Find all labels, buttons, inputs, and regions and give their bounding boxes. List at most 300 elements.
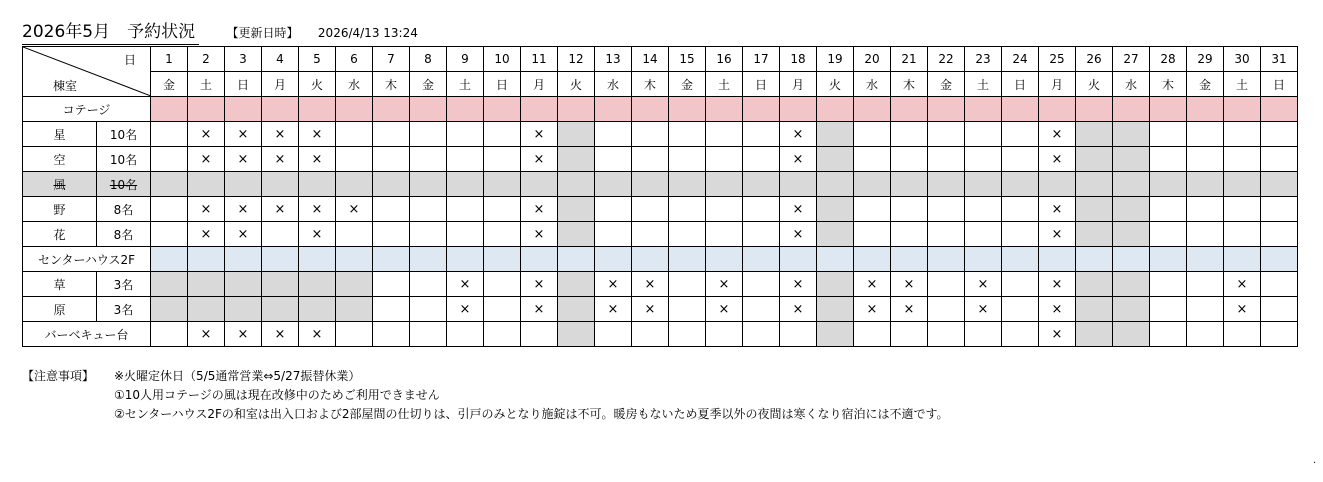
closed-cell xyxy=(410,172,447,197)
day-cell xyxy=(373,297,410,322)
weekday-9: 土 xyxy=(447,72,484,97)
day-cell xyxy=(928,122,965,147)
day-cell xyxy=(1224,147,1261,172)
booked-mark: × xyxy=(792,126,804,142)
day-cell xyxy=(854,322,891,347)
day-cell xyxy=(336,322,373,347)
day-cell xyxy=(1150,322,1187,347)
booked-mark: × xyxy=(274,126,286,142)
section-cell xyxy=(854,97,891,122)
room-capacity xyxy=(97,122,151,147)
weekday-22: 金 xyxy=(928,72,965,97)
day-cell xyxy=(928,322,965,347)
closed-cell xyxy=(299,297,336,322)
room-name xyxy=(23,297,97,322)
closed-cell xyxy=(262,272,299,297)
day-cell xyxy=(891,122,928,147)
day-number-2: 2 xyxy=(188,47,225,72)
day-cell xyxy=(780,322,817,347)
day-cell xyxy=(965,272,1002,297)
booked-mark: × xyxy=(459,301,471,317)
section-cell xyxy=(632,247,669,272)
closed-cell xyxy=(225,297,262,322)
section-label: コテージ xyxy=(23,97,151,122)
day-cell xyxy=(1039,222,1076,247)
day-cell xyxy=(373,122,410,147)
booked-mark: × xyxy=(718,276,730,292)
weekday-21: 木 xyxy=(891,72,928,97)
day-cell xyxy=(373,272,410,297)
closed-cell xyxy=(1113,322,1150,347)
weekday-18: 月 xyxy=(780,72,817,97)
room-name xyxy=(23,197,97,222)
section-cell xyxy=(373,247,410,272)
day-cell xyxy=(1261,197,1298,222)
section-cell xyxy=(743,247,780,272)
booked-mark: × xyxy=(866,276,878,292)
room-capacity xyxy=(97,197,151,222)
day-cell xyxy=(1002,322,1039,347)
closed-cell xyxy=(188,297,225,322)
closed-cell xyxy=(928,172,965,197)
closed-cell xyxy=(558,122,595,147)
closed-cell xyxy=(262,297,299,322)
day-cell xyxy=(1224,272,1261,297)
weekday-16: 土 xyxy=(706,72,743,97)
closed-cell xyxy=(558,147,595,172)
day-cell xyxy=(706,297,743,322)
day-cell xyxy=(743,222,780,247)
day-cell xyxy=(1187,322,1224,347)
section-label: センターハウス2F xyxy=(23,247,151,272)
section-cell xyxy=(336,97,373,122)
day-cell xyxy=(484,297,521,322)
booked-mark: × xyxy=(1051,126,1063,142)
day-number-14: 14 xyxy=(632,47,669,72)
day-number-22: 22 xyxy=(928,47,965,72)
day-cell xyxy=(928,197,965,222)
day-cell xyxy=(1224,222,1261,247)
room-row xyxy=(23,297,1298,322)
day-cell xyxy=(1187,147,1224,172)
weekday-7: 木 xyxy=(373,72,410,97)
day-cell xyxy=(410,222,447,247)
section-cell xyxy=(1076,247,1113,272)
day-number-5: 5 xyxy=(299,47,336,72)
day-cell xyxy=(928,272,965,297)
day-cell xyxy=(780,147,817,172)
weekday-5: 火 xyxy=(299,72,336,97)
day-cell xyxy=(1002,297,1039,322)
note-line-2: ①10人用コテージの風は現在改修中のためご利用できません xyxy=(114,388,440,402)
day-cell xyxy=(595,222,632,247)
booked-mark: × xyxy=(200,226,212,242)
closed-cell xyxy=(1113,122,1150,147)
section-cell xyxy=(188,247,225,272)
day-cell xyxy=(225,322,262,347)
day-number-7: 7 xyxy=(373,47,410,72)
day-cell xyxy=(1187,272,1224,297)
day-cell xyxy=(780,222,817,247)
section-cell xyxy=(1224,97,1261,122)
closed-cell xyxy=(558,222,595,247)
section-cell xyxy=(373,97,410,122)
room-capacity xyxy=(97,222,151,247)
room-name xyxy=(23,222,97,247)
day-cell xyxy=(521,222,558,247)
closed-cell xyxy=(817,172,854,197)
day-cell xyxy=(262,222,299,247)
day-cell xyxy=(1224,322,1261,347)
day-cell xyxy=(595,122,632,147)
section-cell xyxy=(225,97,262,122)
day-cell xyxy=(225,197,262,222)
section-cell xyxy=(743,97,780,122)
day-cell xyxy=(891,222,928,247)
room-capacity xyxy=(97,297,151,322)
closed-cell xyxy=(1261,172,1298,197)
weekday-1: 金 xyxy=(151,72,188,97)
day-number-30: 30 xyxy=(1224,47,1261,72)
section-cell xyxy=(965,97,1002,122)
day-cell xyxy=(299,322,336,347)
day-cell xyxy=(262,322,299,347)
day-cell xyxy=(1187,197,1224,222)
weekday-25: 月 xyxy=(1039,72,1076,97)
room-row xyxy=(23,147,1298,172)
section-cell xyxy=(706,97,743,122)
day-cell xyxy=(743,322,780,347)
day-cell xyxy=(1187,122,1224,147)
closed-cell xyxy=(151,172,188,197)
room-capacity-text: 3名 xyxy=(113,302,134,317)
closed-cell xyxy=(225,272,262,297)
day-cell xyxy=(410,272,447,297)
booked-mark: × xyxy=(237,201,249,217)
closed-cell xyxy=(299,172,336,197)
day-cell xyxy=(965,197,1002,222)
day-cell xyxy=(854,222,891,247)
day-cell xyxy=(928,297,965,322)
booked-mark: × xyxy=(311,126,323,142)
section-cell xyxy=(891,247,928,272)
room-name-text: 風 xyxy=(53,177,66,192)
day-cell xyxy=(669,297,706,322)
section-cell xyxy=(1113,97,1150,122)
day-cell xyxy=(854,272,891,297)
section-cell xyxy=(262,247,299,272)
day-cell xyxy=(706,322,743,347)
section-cell xyxy=(336,247,373,272)
closed-cell xyxy=(1076,222,1113,247)
day-cell xyxy=(225,222,262,247)
closed-cell xyxy=(1113,272,1150,297)
room-name-text: 空 xyxy=(53,152,66,167)
closed-cell xyxy=(373,172,410,197)
section-cell xyxy=(595,97,632,122)
weekday-4: 月 xyxy=(262,72,299,97)
day-cell xyxy=(632,122,669,147)
booked-mark: × xyxy=(1051,301,1063,317)
room-row xyxy=(23,222,1298,247)
weekday-31: 日 xyxy=(1261,72,1298,97)
weekday-19: 火 xyxy=(817,72,854,97)
booked-mark: × xyxy=(977,301,989,317)
day-cell xyxy=(780,272,817,297)
day-cell xyxy=(1039,122,1076,147)
room-row xyxy=(23,272,1298,297)
day-number-25: 25 xyxy=(1039,47,1076,72)
booked-mark: × xyxy=(237,126,249,142)
day-cell xyxy=(373,222,410,247)
day-cell xyxy=(151,147,188,172)
day-cell xyxy=(447,322,484,347)
booked-mark: × xyxy=(274,326,286,342)
closed-cell xyxy=(1076,172,1113,197)
day-cell xyxy=(706,147,743,172)
day-cell xyxy=(1224,297,1261,322)
section-cell xyxy=(262,97,299,122)
day-cell xyxy=(1261,272,1298,297)
weekday-24: 日 xyxy=(1002,72,1039,97)
booked-mark: × xyxy=(274,201,286,217)
day-cell xyxy=(965,122,1002,147)
room-name-text: 野 xyxy=(53,202,66,217)
booked-mark: × xyxy=(903,301,915,317)
day-cell xyxy=(1224,122,1261,147)
booked-mark: × xyxy=(200,201,212,217)
closed-cell xyxy=(706,172,743,197)
day-cell xyxy=(1261,122,1298,147)
booked-mark: × xyxy=(1236,276,1248,292)
weekday-29: 金 xyxy=(1187,72,1224,97)
day-cell xyxy=(928,222,965,247)
day-cell xyxy=(891,197,928,222)
section-cell xyxy=(484,247,521,272)
booked-mark: × xyxy=(459,276,471,292)
section-cell xyxy=(1150,97,1187,122)
day-cell xyxy=(410,297,447,322)
bbq-row xyxy=(23,322,1298,347)
section-cell xyxy=(669,247,706,272)
day-cell xyxy=(336,122,373,147)
closed-cell xyxy=(743,172,780,197)
day-cell xyxy=(1150,147,1187,172)
day-cell xyxy=(891,272,928,297)
closed-cell xyxy=(965,172,1002,197)
day-cell xyxy=(262,197,299,222)
section-cell xyxy=(817,247,854,272)
day-cell xyxy=(965,147,1002,172)
day-cell xyxy=(299,222,336,247)
day-cell xyxy=(780,297,817,322)
booked-mark: × xyxy=(200,326,212,342)
section-cell xyxy=(521,247,558,272)
booked-mark: × xyxy=(533,276,545,292)
booked-mark: × xyxy=(533,151,545,167)
room-row xyxy=(23,122,1298,147)
weekday-14: 木 xyxy=(632,72,669,97)
section-cell xyxy=(410,247,447,272)
day-number-21: 21 xyxy=(891,47,928,72)
closed-cell xyxy=(780,172,817,197)
note-line-3: ②センターハウス2Fの和室は出入口および2部屋間の仕切りは、引戸のみとなり施錠は不可。暖房もないため夏季以外の夜間は寒くなり宿泊には不適です。 xyxy=(114,407,949,421)
room-capacity-text: 10名 xyxy=(109,127,138,142)
closed-cell xyxy=(1224,172,1261,197)
corner-cell xyxy=(23,47,151,97)
room-capacity xyxy=(97,272,151,297)
day-cell xyxy=(447,197,484,222)
booked-mark: × xyxy=(644,301,656,317)
section-cell xyxy=(299,97,336,122)
day-cell xyxy=(706,197,743,222)
day-cell xyxy=(595,147,632,172)
day-cell xyxy=(410,197,447,222)
room-capacity-text: 3名 xyxy=(113,277,134,292)
section-cell xyxy=(1187,247,1224,272)
room-capacity-text: 8名 xyxy=(113,202,134,217)
section-cell xyxy=(1150,247,1187,272)
booked-mark: × xyxy=(607,276,619,292)
section-cell xyxy=(558,247,595,272)
booked-mark: × xyxy=(792,226,804,242)
weekday-17: 日 xyxy=(743,72,780,97)
day-cell xyxy=(521,147,558,172)
updated-timestamp: 2026/4/13 13:24 xyxy=(317,26,418,40)
day-cell xyxy=(484,322,521,347)
section-cell xyxy=(225,247,262,272)
day-cell xyxy=(1150,122,1187,147)
room-name-text: 星 xyxy=(53,127,66,142)
day-cell xyxy=(1150,272,1187,297)
day-cell xyxy=(669,147,706,172)
corner-room-label: 棟室 xyxy=(53,79,78,93)
day-cell xyxy=(484,197,521,222)
closed-cell xyxy=(151,272,188,297)
section-row xyxy=(23,247,1298,272)
day-number-11: 11 xyxy=(521,47,558,72)
closed-cell xyxy=(558,322,595,347)
day-cell xyxy=(1261,322,1298,347)
day-cell xyxy=(336,222,373,247)
closed-cell xyxy=(817,272,854,297)
stray-dot: . xyxy=(1313,455,1317,466)
day-cell xyxy=(188,197,225,222)
day-cell xyxy=(336,197,373,222)
day-cell xyxy=(1039,272,1076,297)
section-cell xyxy=(928,247,965,272)
day-cell xyxy=(262,122,299,147)
day-cell xyxy=(299,197,336,222)
section-cell xyxy=(669,97,706,122)
booked-mark: × xyxy=(644,276,656,292)
closed-cell xyxy=(1076,147,1113,172)
closed-cell xyxy=(632,172,669,197)
day-cell xyxy=(521,297,558,322)
section-cell xyxy=(1076,97,1113,122)
closed-cell xyxy=(1039,172,1076,197)
closed-cell xyxy=(817,197,854,222)
closed-cell xyxy=(1076,122,1113,147)
closed-cell xyxy=(447,172,484,197)
day-cell xyxy=(743,197,780,222)
closed-cell xyxy=(558,172,595,197)
day-cell xyxy=(1187,297,1224,322)
day-number-12: 12 xyxy=(558,47,595,72)
booked-mark: × xyxy=(903,276,915,292)
booked-mark: × xyxy=(200,126,212,142)
room-row xyxy=(23,172,1298,197)
weekday-23: 土 xyxy=(965,72,1002,97)
closed-cell xyxy=(262,172,299,197)
day-cell xyxy=(854,147,891,172)
day-cell xyxy=(595,197,632,222)
booked-mark: × xyxy=(718,301,730,317)
weekday-13: 水 xyxy=(595,72,632,97)
page-header xyxy=(22,20,418,45)
closed-cell xyxy=(558,297,595,322)
day-number-27: 27 xyxy=(1113,47,1150,72)
page-title: 2026年5月 予約状況 xyxy=(22,20,199,45)
booked-mark: × xyxy=(1051,151,1063,167)
day-number-15: 15 xyxy=(669,47,706,72)
closed-cell xyxy=(336,297,373,322)
day-cell xyxy=(1261,222,1298,247)
room-name xyxy=(23,272,97,297)
day-cell xyxy=(595,272,632,297)
day-cell xyxy=(521,122,558,147)
day-cell xyxy=(632,297,669,322)
day-cell xyxy=(336,147,373,172)
room-name-text: 草 xyxy=(53,277,66,292)
day-number-28: 28 xyxy=(1150,47,1187,72)
day-number-3: 3 xyxy=(225,47,262,72)
closed-cell xyxy=(188,172,225,197)
day-number-4: 4 xyxy=(262,47,299,72)
day-cell xyxy=(706,222,743,247)
weekday-10: 日 xyxy=(484,72,521,97)
day-number-20: 20 xyxy=(854,47,891,72)
day-cell xyxy=(410,122,447,147)
section-cell xyxy=(1187,97,1224,122)
closed-cell xyxy=(1113,222,1150,247)
day-cell xyxy=(743,297,780,322)
booked-mark: × xyxy=(311,201,323,217)
weekday-15: 金 xyxy=(669,72,706,97)
note-line-1: ※火曜定休日（5/5通常営業⇔5/27振替休業） xyxy=(114,369,361,383)
day-cell xyxy=(1150,297,1187,322)
day-number-1: 1 xyxy=(151,47,188,72)
closed-cell xyxy=(521,172,558,197)
day-cell xyxy=(854,197,891,222)
room-name xyxy=(23,172,97,197)
section-cell xyxy=(891,97,928,122)
booked-mark: × xyxy=(311,151,323,167)
day-number-10: 10 xyxy=(484,47,521,72)
day-number-29: 29 xyxy=(1187,47,1224,72)
closed-cell xyxy=(595,172,632,197)
closed-cell xyxy=(1076,322,1113,347)
weekday-8: 金 xyxy=(410,72,447,97)
day-number-19: 19 xyxy=(817,47,854,72)
day-cell xyxy=(669,197,706,222)
section-cell xyxy=(447,97,484,122)
closed-cell xyxy=(669,172,706,197)
day-cell xyxy=(484,122,521,147)
day-cell xyxy=(1261,297,1298,322)
section-cell xyxy=(299,247,336,272)
closed-cell xyxy=(1113,147,1150,172)
